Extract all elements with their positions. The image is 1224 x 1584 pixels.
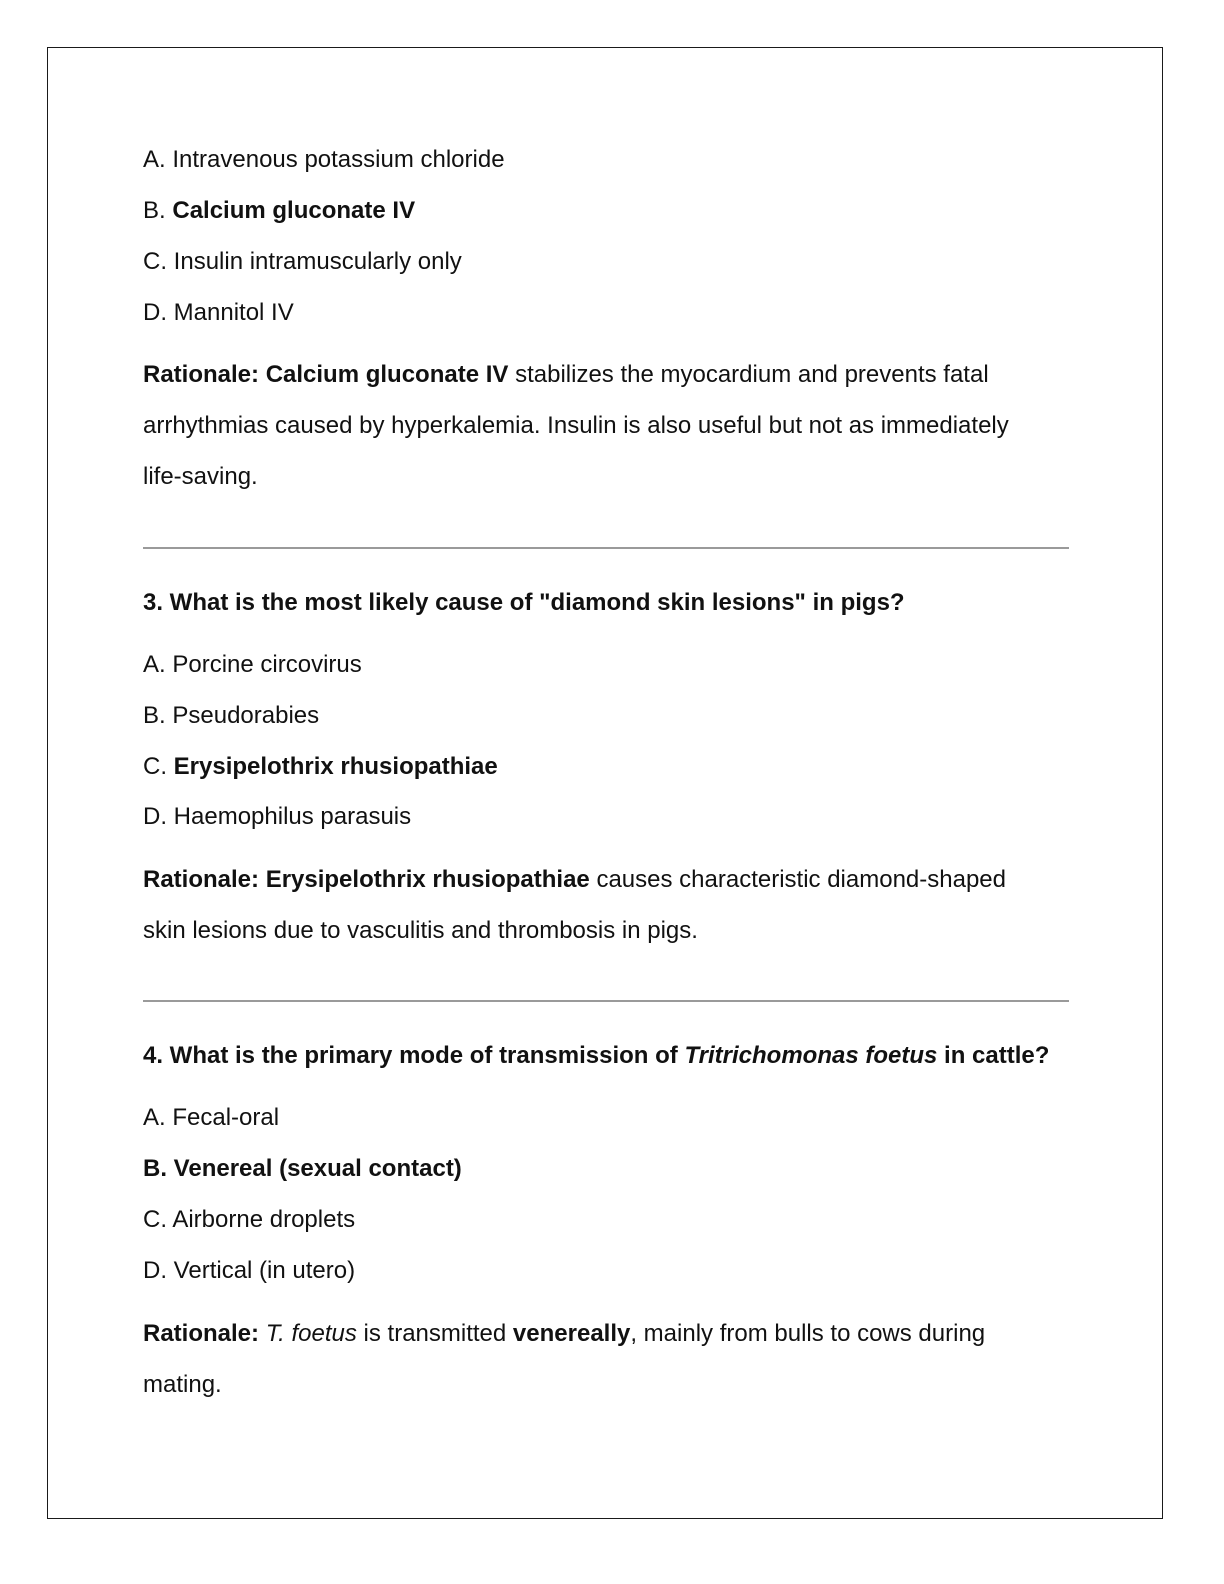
question-text: 3. What is the most likely cause of "diamond skin lesions" in pigs? (143, 589, 905, 616)
q3-option-a (143, 649, 362, 681)
option-letter: A. (143, 651, 166, 678)
option-letter: A. (143, 1104, 166, 1131)
option-text: Haemophilus parasuis (173, 803, 412, 830)
q4-rationale-line-2 (143, 1369, 222, 1401)
q2-option-d (143, 297, 294, 329)
rationale-text: is transmitted (363, 1320, 507, 1347)
option-letter: B. (143, 1155, 167, 1182)
option-letter: C. (143, 248, 167, 275)
option-letter: D. (143, 803, 167, 830)
q4-option-a (143, 1102, 279, 1134)
option-letter: C. (143, 753, 167, 780)
option-text: Intravenous potassium chloride (172, 146, 505, 173)
option-text: Airborne droplets (172, 1206, 356, 1233)
option-text: Porcine circovirus (172, 651, 362, 678)
option-text: Fecal-oral (172, 1104, 280, 1131)
option-text-correct: Calcium gluconate IV (172, 197, 416, 224)
rationale-text: skin lesions due to vasculitis and thrombosis in pigs. (143, 917, 698, 944)
option-text-correct: Erysipelothrix rhusiopathiae (173, 753, 498, 780)
option-letter: B. (143, 702, 166, 729)
q4-option-c (143, 1204, 355, 1236)
section-divider (143, 1000, 1069, 1002)
option-letter: D. (143, 1257, 167, 1284)
q4-option-d (143, 1255, 355, 1287)
question-text: 4. What is the primary mode of transmission of (143, 1042, 678, 1069)
rationale-label: Rationale: (143, 361, 260, 388)
option-text: Mannitol IV (173, 299, 294, 326)
question-text: in cattle? (944, 1042, 1050, 1069)
rationale-text: stabilizes the myocardium and prevents fatal (515, 361, 989, 388)
option-text-correct: Venereal (sexual contact) (173, 1155, 462, 1182)
q4-rationale-line-1 (143, 1318, 985, 1350)
q4-option-b (143, 1153, 462, 1185)
rationale-answer: Erysipelothrix rhusiopathiae (265, 866, 590, 893)
rationale-answer: venereally (512, 1320, 631, 1347)
rationale-answer: Calcium gluconate IV (265, 361, 509, 388)
option-letter: C. (143, 1206, 167, 1233)
q2-rationale-line-1 (143, 359, 989, 391)
section-divider (143, 547, 1069, 549)
q3-rationale-line-2 (143, 915, 698, 947)
rationale-label: Rationale: (143, 866, 260, 893)
rationale-text: arrhythmias caused by hyperkalemia. Insulin is also useful but not as immediately (143, 412, 1009, 439)
option-text: Vertical (in utero) (173, 1257, 356, 1284)
rationale-text: causes characteristic diamond-shaped (596, 866, 1006, 893)
q3-option-d (143, 801, 411, 833)
option-text: Pseudorabies (172, 702, 320, 729)
q3-question (143, 587, 905, 619)
rationale-text: , mainly from bulls to cows during (630, 1320, 986, 1347)
q2-option-a (143, 144, 505, 176)
option-letter: D. (143, 299, 167, 326)
q2-option-c (143, 246, 462, 278)
q3-option-b (143, 700, 319, 732)
rationale-text: life-saving. (143, 463, 258, 490)
rationale-text: mating. (143, 1371, 222, 1398)
q3-option-c (143, 751, 498, 783)
q3-rationale-line-1 (143, 864, 1006, 896)
question-species: Tritrichomonas foetus (684, 1042, 938, 1069)
q4-question (143, 1040, 1049, 1072)
option-letter: B. (143, 197, 166, 224)
q2-option-b (143, 195, 415, 227)
rationale-label: Rationale: (143, 1320, 260, 1347)
rationale-species: T. foetus (265, 1320, 357, 1347)
q2-rationale-line-3 (143, 461, 258, 493)
q2-rationale-line-2 (143, 410, 1009, 442)
option-letter: A. (143, 146, 166, 173)
option-text: Insulin intramuscularly only (173, 248, 462, 275)
